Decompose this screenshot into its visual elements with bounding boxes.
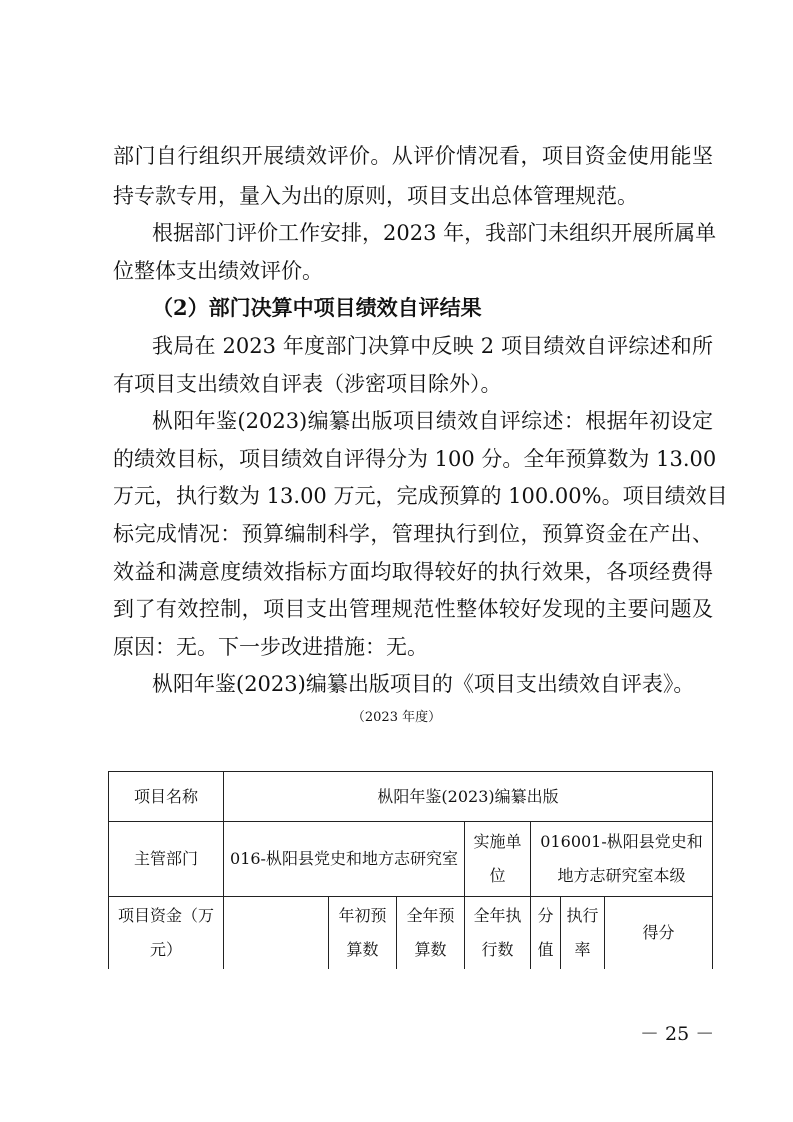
- dept-label: 主管部门: [109, 822, 224, 897]
- body-text-line: 枞阳年鉴(2023)编纂出版项目的《项目支出绩效自评表》。: [152, 672, 695, 696]
- page-number: － 25 －: [640, 1023, 715, 1045]
- body-text-line: 根据部门评价工作安排，2023 年，我部门未组织开展所属单: [152, 221, 717, 245]
- impl-unit-label: 实施单位: [465, 822, 531, 897]
- project-name-label: 项目名称: [109, 772, 224, 822]
- table-row: [109, 897, 713, 969]
- col-score: 得分: [605, 897, 713, 969]
- table-caption: （2023 年度）: [351, 710, 442, 725]
- dept-value: 016-枞阳县党史和地方志研究室: [224, 822, 465, 897]
- col-exec-rate: 执行率: [561, 897, 605, 969]
- section-heading: （2）部门决算中项目绩效自评结果: [152, 295, 482, 320]
- col-score-value: 分值: [531, 897, 561, 969]
- body-text-line: 的绩效目标，项目绩效自评得分为 100 分。全年预算数为 13.00: [113, 447, 717, 471]
- body-text-line: 有项目支出绩效自评表（涉密项目除外）。: [113, 372, 502, 396]
- col-initial-budget: 年初预算数: [329, 897, 397, 969]
- body-text-line: 万元，执行数为 13.00 万元，完成预算的 100.00%。项目绩效目: [113, 484, 728, 508]
- table-row: [109, 772, 713, 822]
- body-text-line: 位整体支出绩效评价。: [113, 259, 323, 283]
- body-text-line: 效益和满意度绩效指标方面均取得较好的执行效果，各项经费得: [113, 560, 713, 584]
- body-text-line: 持专款专用，量入为出的原则，项目支出总体管理规范。: [113, 184, 638, 208]
- impl-unit-value: 016001-枞阳县党史和地方志研究室本级: [531, 822, 713, 897]
- body-text-line: 我局在 2023 年度部门决算中反映 2 项目绩效自评综述和所: [152, 334, 713, 358]
- col-annual-exec: 全年执行数: [465, 897, 531, 969]
- project-name-value: 枞阳年鉴(2023)编纂出版: [224, 772, 713, 822]
- table-row: [109, 822, 713, 897]
- funds-label: 项目资金（万元）: [109, 897, 224, 969]
- body-text-line: 原因：无。下一步改进措施：无。: [113, 635, 428, 659]
- col-annual-budget: 全年预算数: [397, 897, 465, 969]
- body-text-line: 部门自行组织开展绩效评价。从评价情况看，项目资金使用能坚: [113, 144, 713, 168]
- body-text-line: 到了有效控制，项目支出管理规范性整体较好发现的主要问题及: [113, 597, 713, 621]
- funds-empty-cell: [224, 897, 329, 969]
- body-text-line: 枞阳年鉴(2023)编纂出版项目绩效自评综述：根据年初设定: [152, 409, 713, 433]
- project-evaluation-table: [108, 771, 713, 969]
- body-text-line: 标完成情况：预算编制科学，管理执行到位，预算资金在产出、: [113, 522, 713, 546]
